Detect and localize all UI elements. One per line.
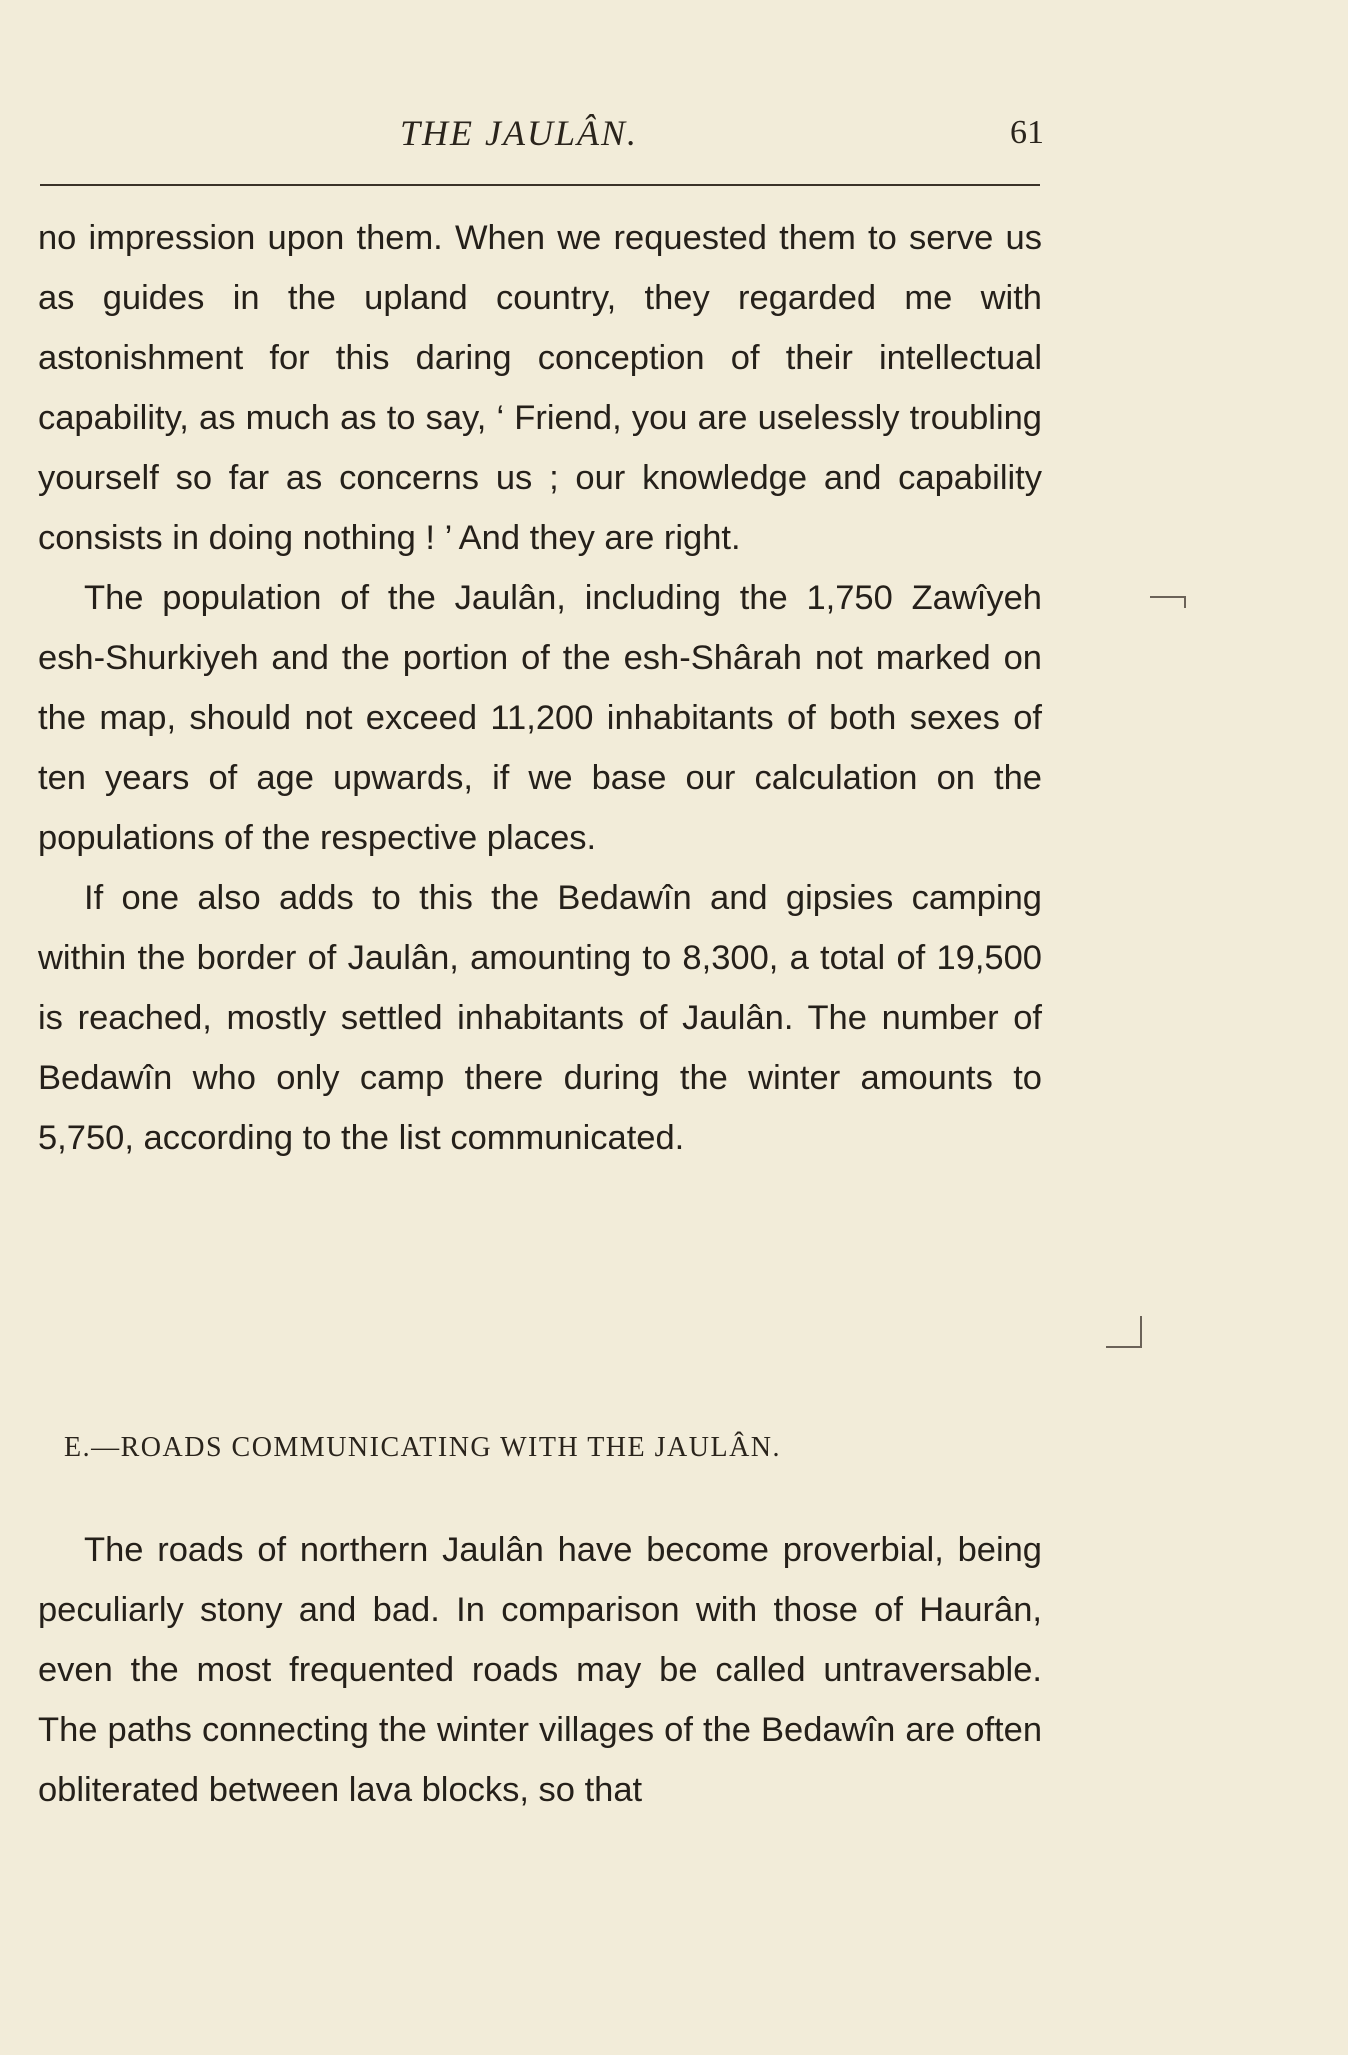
paragraph-3: If one also adds to this the Bedawîn and gipsies camping within the border of Jaulân, amounting to 8,300, a total of 19,500 is reached, mostly settled inhabitants of Jaulân. The number of Bedawîn who only camp there during the winter amounts to 5,750, according to the list communicated. [38, 879, 1042, 1157]
paragraph-1: no impression upon them. When we requested them to serve us as guides in the upland country, they regarded me with astonishment for this daring conception of their intellectual capability, as much as to say, ‘ Friend, you are uselessly troubling yourself so far as concerns us ; our knowledge and capability consists in doing nothing ! ’ And they are right. [38, 219, 1042, 557]
section-paragraph: The roads of northern Jaulân have become proverbial, being peculiarly stony and bad. In comparison with those of Haurân, even the most frequented roads may be called untraversable. The paths connecting the winter villages of the Bedawîn are often obliterated between lava blocks, so that [38, 1531, 1042, 1809]
section-heading: E.—ROADS COMMUNICATING WITH THE JAULÂN. [64, 1432, 782, 1463]
paragraph-2: The population of the Jaulân, including the 1,750 Zawîyeh esh-Shurkiyeh and the portion of the esh-Shârah not marked on the map, should not exceed 11,200 inhabitants of both sexes of ten years of age upwards, if we base our calculation on the populations of the respective places. [38, 579, 1042, 857]
body-text [38, 208, 1042, 1168]
header-rule [40, 184, 1040, 186]
running-head [40, 112, 1044, 168]
margin-bracket-top [1150, 596, 1186, 608]
section-body [38, 1520, 1042, 1820]
page-number: 61 [1010, 114, 1044, 151]
running-title: THE JAULÂN. [400, 113, 638, 153]
margin-bracket-bottom [1106, 1316, 1142, 1348]
